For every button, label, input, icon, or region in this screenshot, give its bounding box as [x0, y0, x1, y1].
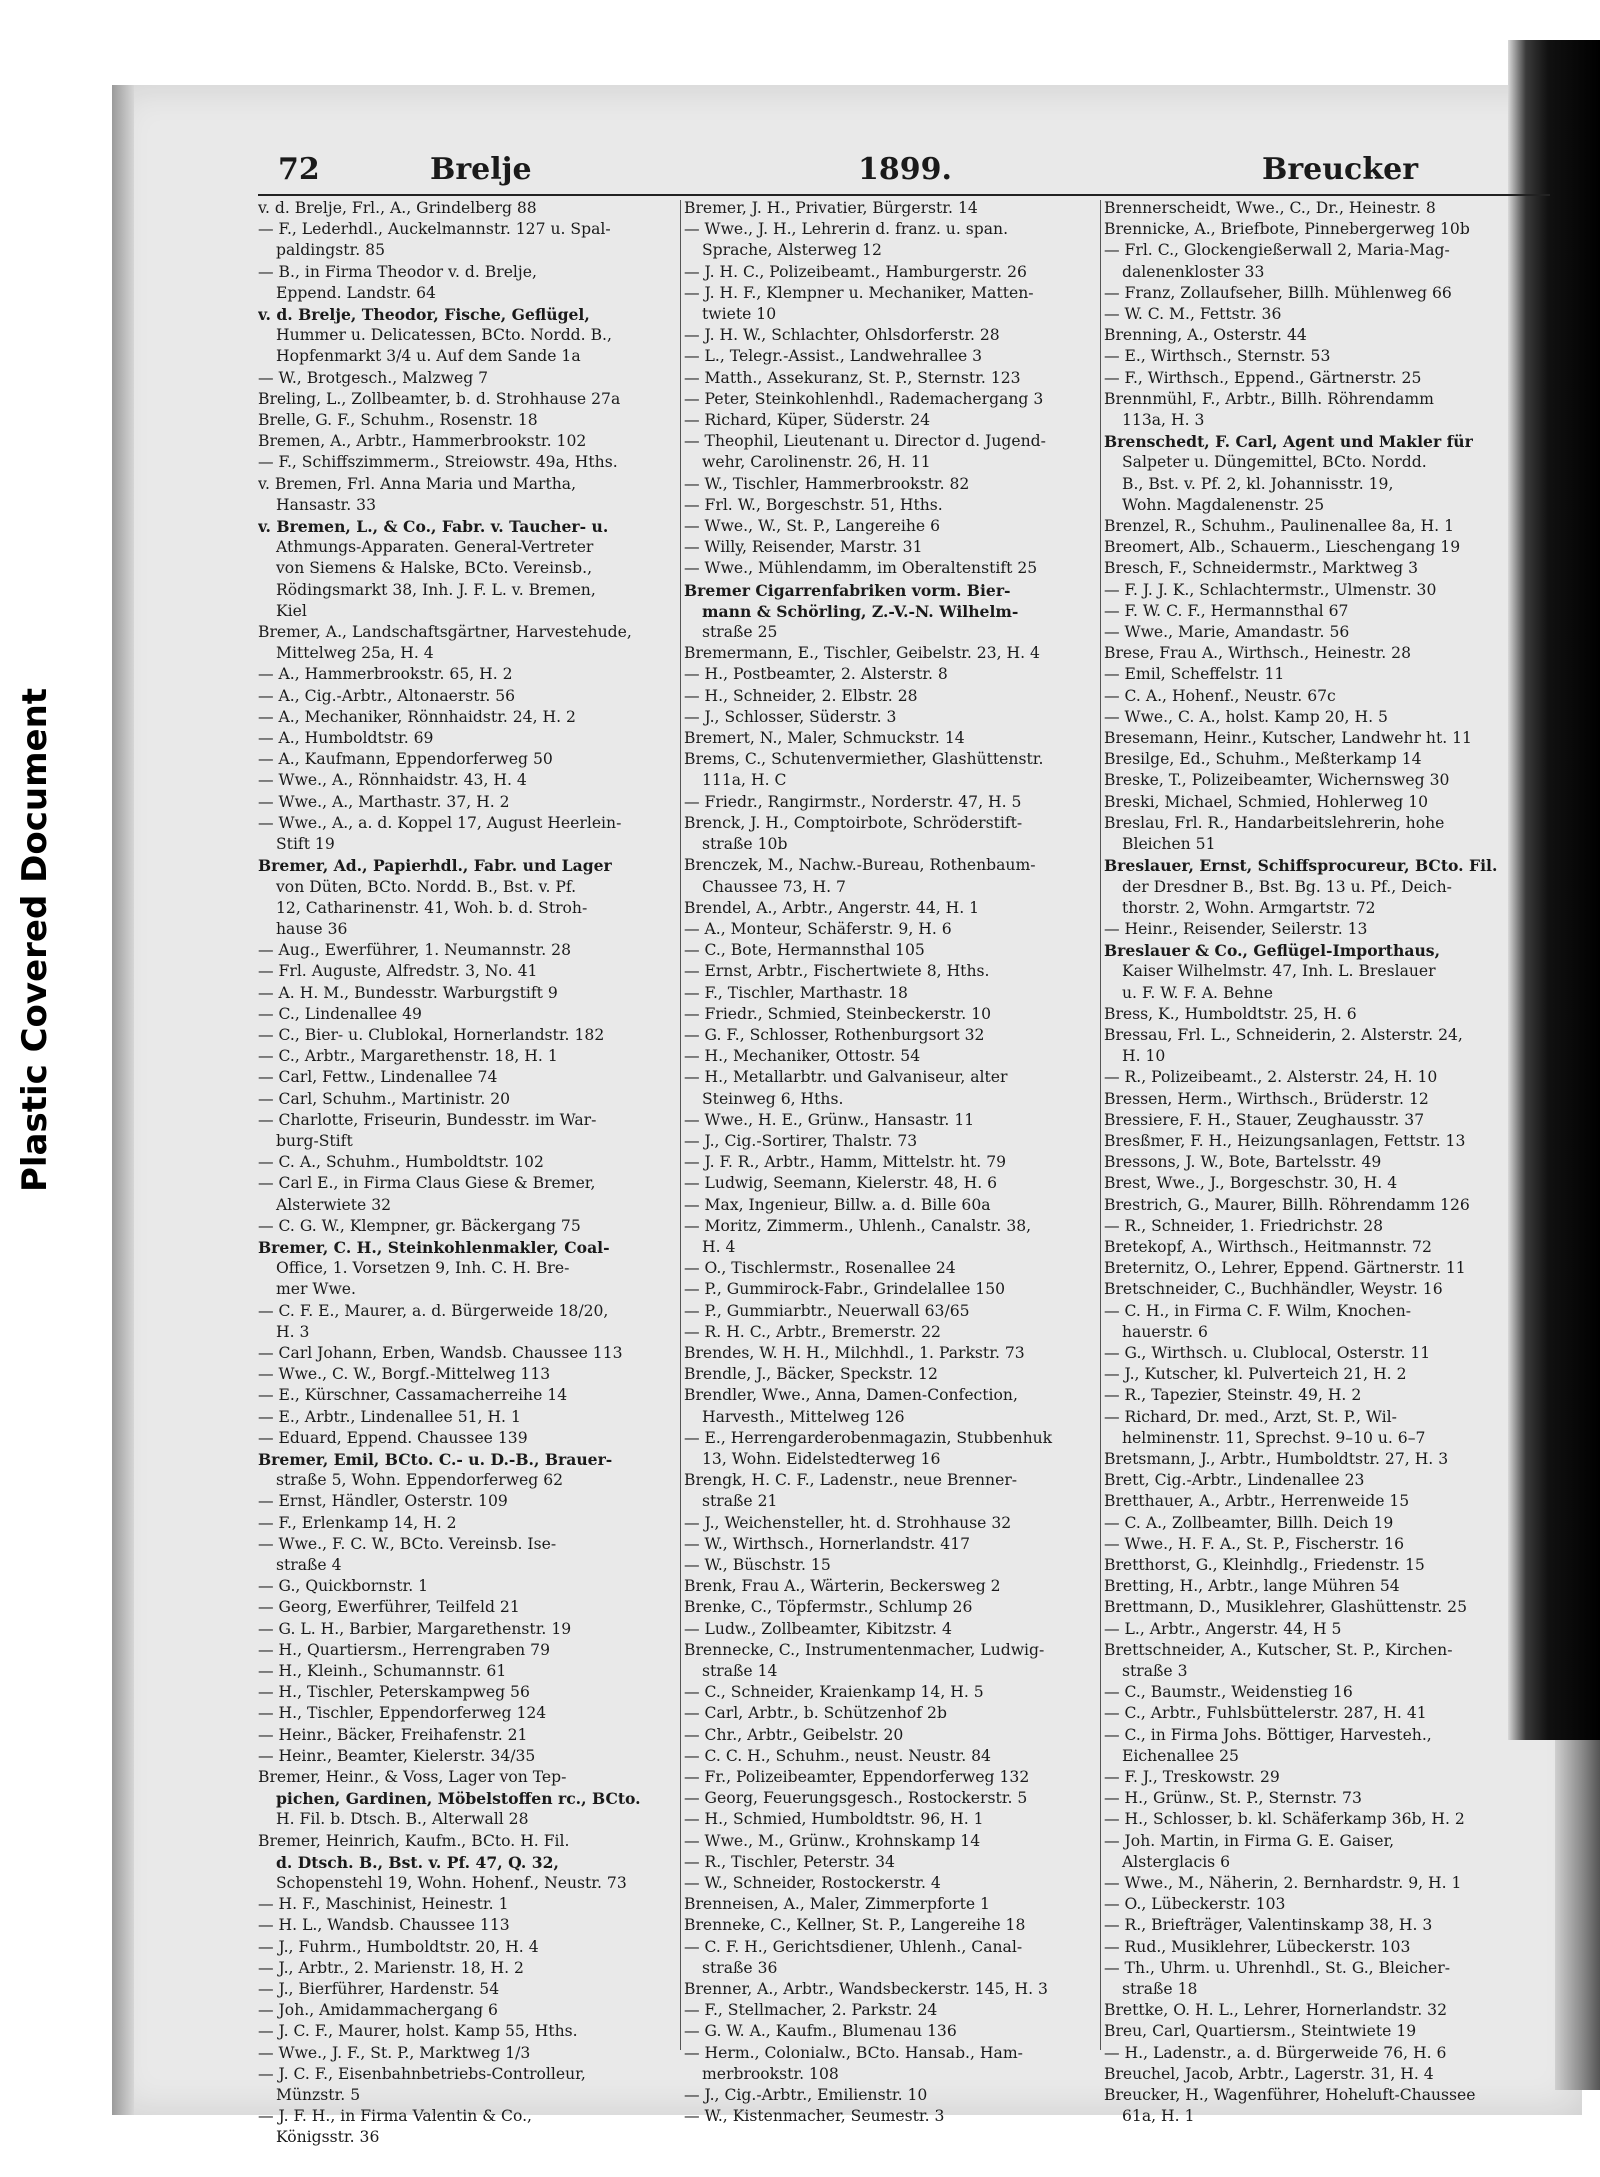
directory-entry: Brennicke, A., Briefbote, Pinnebergerweg 10b: [1104, 220, 1470, 239]
side-label: [0, 630, 70, 1250]
directory-entry: — Richard, Küper, Süderstr. 24: [684, 411, 931, 430]
directory-entry: — F., Schiffszimmerm., Streiowstr. 49a, Hths.: [258, 453, 618, 472]
directory-entry: — Willy, Reisender, Marstr. 31: [684, 538, 923, 557]
directory-entry: — R., Tischler, Peterstr. 34: [684, 1852, 895, 1871]
directory-entry: Breucker, H., Wagenführer, Hoheluft-Chaussee: [1104, 2086, 1476, 2105]
directory-entry: — Frl. Auguste, Alfredstr. 3, No. 41: [258, 962, 538, 981]
directory-entry: — Fr., Polizeibeamter, Eppendorferweg 132: [684, 1768, 1030, 1787]
directory-entry: — C. H., in Firma C. F. Wilm, Knochen-: [1104, 1301, 1412, 1320]
directory-entry: — G., Wirthsch. u. Clublocal, Osterstr. 11: [1104, 1343, 1431, 1362]
directory-entry: — W. C. M., Fettstr. 36: [1104, 305, 1282, 324]
directory-entry: — C., Schneider, Kraienkamp 14, H. 5: [684, 1683, 984, 1702]
directory-entry: Salpeter u. Düngemittel, BCto. Nordd.: [1122, 453, 1427, 472]
directory-entry: v. d. Brelje, Theodor, Fische, Geflügel,: [258, 305, 590, 325]
directory-entry: — Rud., Musiklehrer, Lübeckerstr. 103: [1104, 1937, 1411, 1956]
directory-entry: — Carl E., in Firma Claus Giese & Bremer,: [258, 1174, 596, 1193]
directory-entry: — Wwe., A., Marthastr. 37, H. 2: [258, 792, 510, 811]
directory-entry: paldingstr. 85: [276, 241, 386, 260]
directory-entry: — C., Arbtr., Margarethenstr. 18, H. 1: [258, 1047, 558, 1066]
directory-entry: Sprache, Alsterweg 12: [702, 241, 882, 260]
directory-entry: — A., Humboldtstr. 69: [258, 729, 434, 748]
directory-entry: Brest, Wwe., J., Borgeschstr. 30, H. 4: [1104, 1174, 1398, 1193]
directory-entry: Brengk, H. C. F., Ladenstr., neue Brenner-: [684, 1471, 1018, 1490]
directory-entry: — W., Wirthsch., Hornerlandstr. 417: [684, 1534, 971, 1553]
directory-entry: — Georg, Feuerungsgesch., Rostockerstr. 5: [684, 1789, 1028, 1808]
directory-entry: Breslauer & Co., Geflügel-Importhaus,: [1104, 941, 1440, 961]
directory-entry: Breu, Carl, Quartiersm., Steintwiete 19: [1104, 2022, 1417, 2041]
directory-entry: — F., Wirthsch., Eppend., Gärtnerstr. 25: [1104, 368, 1422, 387]
directory-entry: 12, Catharinenstr. 41, Woh. b. d. Stroh-: [276, 898, 588, 917]
directory-entry: Bressen, Herm., Wirthsch., Brüderstr. 12: [1104, 1089, 1429, 1108]
directory-entry: — G., Quickbornstr. 1: [258, 1577, 429, 1596]
directory-entry: H. Fil. b. Dtsch. B., Alterwall 28: [276, 1810, 529, 1829]
directory-entry: Breslauer, Ernst, Schiffsprocureur, BCto. Fil.: [1104, 856, 1498, 876]
directory-entry: Bresemann, Heinr., Kutscher, Landwehr ht. 11: [1104, 729, 1472, 748]
directory-entry: Breuchel, Jacob, Arbtr., Lagerstr. 31, H. 4: [1104, 2064, 1434, 2083]
directory-entry: — C. G. W., Klempner, gr. Bäckergang 75: [258, 1216, 581, 1235]
directory-entry: — Aug., Ewerführer, 1. Neumannstr. 28: [258, 941, 572, 960]
directory-entry: Bremer, Heinrich, Kaufm., BCto. H. Fil.: [258, 1831, 570, 1850]
directory-entry: — Ludw., Zollbeamter, Kibitzstr. 4: [684, 1619, 952, 1638]
directory-entry: — Georg, Ewerführer, Teilfeld 21: [258, 1598, 520, 1617]
directory-entry: — Richard, Dr. med., Arzt, St. P., Wil-: [1104, 1407, 1397, 1426]
directory-entry: u. F. W. F. A. Behne: [1122, 983, 1273, 1002]
directory-entry: Alsterwiete 32: [276, 1195, 392, 1214]
directory-entry: — J. C. F., Maurer, holst. Kamp 55, Hths.: [258, 2022, 578, 2041]
directory-entry: Bremermann, E., Tischler, Geibelstr. 23, H. 4: [684, 644, 1040, 663]
directory-entry: — A., Hammerbrookstr. 65, H. 2: [258, 665, 513, 684]
directory-entry: — F. J. J. K., Schlachtermstr., Ulmenstr. 30: [1104, 580, 1437, 599]
directory-entry: — C. A., Hohenf., Neustr. 67c: [1104, 686, 1336, 705]
directory-entry: — C. A., Zollbeamter, Billh. Deich 19: [1104, 1513, 1394, 1532]
directory-entry: — R., Polizeibeamt., 2. Alsterstr. 24, H. 10: [1104, 1068, 1438, 1087]
directory-entry: — J., Bierführer, Hardenstr. 54: [258, 1980, 500, 1999]
directory-entry: B., Bst. v. Pf. 2, kl. Johannisstr. 19,: [1122, 474, 1394, 493]
directory-entry: — Heinr., Bäcker, Freihafenstr. 21: [258, 1725, 528, 1744]
header-right-name: Breucker: [1262, 152, 1419, 187]
directory-entry: — J. F. R., Arbtr., Hamm, Mittelstr. ht. 79: [684, 1153, 1007, 1172]
directory-entry: Brendle, J., Bäcker, Speckstr. 12: [684, 1365, 938, 1384]
directory-entry: Hopfenmarkt 3/4 u. Auf dem Sande 1a: [276, 347, 581, 366]
directory-entry: — O., Tischlermstr., Rosenallee 24: [684, 1259, 956, 1278]
directory-entry: Brettmann, D., Musiklehrer, Glashüttenstr. 25: [1104, 1598, 1468, 1617]
directory-entry: — Joh., Amidammachergang 6: [258, 2001, 498, 2020]
directory-entry: twiete 10: [702, 305, 777, 324]
directory-entry: pichen, Gardinen, Möbelstoffen rc., BCto.: [276, 1789, 641, 1809]
directory-entry: — L., Arbtr., Angerstr. 44, H 5: [1104, 1619, 1342, 1638]
directory-entry: — C., in Firma Johs. Böttiger, Harvesteh.,: [1104, 1725, 1432, 1744]
directory-entry: — F., Lederhdl., Auckelmannstr. 127 u. Spal-: [258, 220, 611, 239]
directory-entry: Brettschneider, A., Kutscher, St. P., Kirchen-: [1104, 1640, 1453, 1659]
directory-entry: — Wwe., C. A., holst. Kamp 20, H. 5: [1104, 707, 1388, 726]
directory-entry: — J. F. H., in Firma Valentin & Co.,: [258, 2107, 533, 2126]
directory-entry: Wohn. Magdalenenstr. 25: [1122, 495, 1325, 514]
directory-entry: Brenczek, M., Nachw.-Bureau, Rothenbaum-: [684, 856, 1036, 875]
directory-entry: 111a, H. C: [702, 771, 787, 790]
directory-entry: Bremer, C. H., Steinkohlenmakler, Coal-: [258, 1237, 610, 1257]
directory-entry: Rödingsmarkt 38, Inh. J. F. L. v. Bremen,: [276, 580, 596, 599]
directory-entry: Alsterglacis 6: [1122, 1852, 1231, 1871]
directory-entry: Eppend. Landstr. 64: [276, 283, 436, 302]
directory-entry: — H., Schmied, Humboldtstr. 96, H. 1: [684, 1810, 984, 1829]
directory-entry: Brese, Frau A., Wirthsch., Heinestr. 28: [1104, 644, 1411, 663]
directory-entry: — O., Lübeckerstr. 103: [1104, 1895, 1286, 1914]
directory-entry: — H. F., Maschinist, Heinestr. 1: [258, 1895, 509, 1914]
directory-column-1: [258, 198, 676, 2149]
directory-entry: 61a, H. 1: [1122, 2107, 1195, 2126]
directory-entry: Bremert, N., Maler, Schmuckstr. 14: [684, 729, 965, 748]
directory-entry: — E., Arbtr., Lindenallee 51, H. 1: [258, 1407, 521, 1426]
directory-entry: — W., Schneider, Rostockerstr. 4: [684, 1874, 941, 1893]
directory-entry: — R., Schneider, 1. Friedrichstr. 28: [1104, 1216, 1384, 1235]
directory-entry: straße 10b: [702, 835, 788, 854]
directory-entry: Münzstr. 5: [276, 2086, 361, 2105]
directory-entry: — Wwe., F. C. W., BCto. Vereinsb. Ise-: [258, 1534, 557, 1553]
directory-entry: Schopenstehl 19, Wohn. Hohenf., Neustr. 73: [276, 1874, 627, 1893]
directory-entry: — B., in Firma Theodor v. d. Brelje,: [258, 262, 537, 281]
directory-entry: — Carl, Fettw., Lindenallee 74: [258, 1068, 498, 1087]
directory-entry: — Ernst, Arbtr., Fischertwiete 8, Hths.: [684, 962, 990, 981]
directory-entry: — C. C. H., Schuhm., neust. Neustr. 84: [684, 1746, 991, 1765]
directory-entry: — H., Schneider, 2. Elbstr. 28: [684, 686, 918, 705]
directory-entry: — J., Fuhrm., Humboldtstr. 20, H. 4: [258, 1937, 539, 1956]
directory-entry: Brenzel, R., Schuhm., Paulinenallee 8a, H. 1: [1104, 517, 1455, 536]
directory-entry: Bresilge, Ed., Schuhm., Meßterkamp 14: [1104, 750, 1422, 769]
directory-entry: Breski, Michael, Schmied, Hohlerweg 10: [1104, 792, 1429, 811]
directory-entry: Brenk, Frau A., Wärterin, Beckersweg 2: [684, 1577, 1001, 1596]
directory-entry: 13, Wohn. Eidelstedterweg 16: [702, 1449, 941, 1468]
directory-entry: Athmungs-Apparaten. General-Vertreter: [276, 538, 594, 557]
directory-entry: mann & Schörling, Z.-V.-N. Wilhelm-: [702, 601, 1019, 621]
directory-entry: — C., Lindenallee 49: [258, 1004, 422, 1023]
directory-entry: straße 18: [1122, 1980, 1198, 1999]
directory-entry: Bretekopf, A., Wirthsch., Heitmannstr. 72: [1104, 1237, 1432, 1256]
directory-entry: — Theophil, Lieutenant u. Director d. Jugend-: [684, 432, 1046, 451]
directory-entry: — C. F. H., Gerichtsdiener, Uhlenh., Canal-: [684, 1937, 1023, 1956]
directory-entry: — Chr., Arbtr., Geibelstr. 20: [684, 1725, 904, 1744]
directory-entry: — G. F., Schlosser, Rothenburgsort 32: [684, 1025, 985, 1044]
directory-entry: Bremer, Heinr., & Voss, Lager von Tep-: [258, 1768, 567, 1787]
directory-entry: 113a, H. 3: [1122, 411, 1205, 430]
directory-entry: — Wwe., Marie, Amandastr. 56: [1104, 623, 1350, 642]
directory-entry: — H., Schlosser, b. kl. Schäferkamp 36b, H. 2: [1104, 1810, 1465, 1829]
directory-entry: — Heinr., Beamter, Kielerstr. 34/35: [258, 1746, 536, 1765]
directory-entry: Hummer u. Delicatessen, BCto. Nordd. B.,: [276, 326, 612, 345]
directory-entry: — Moritz, Zimmerm., Uhlenh., Canalstr. 38,: [684, 1216, 1032, 1235]
directory-entry: — Wwe., Mühlendamm, im Oberaltenstift 25: [684, 559, 1038, 578]
directory-entry: — J., Kutscher, kl. Pulverteich 21, H. 2: [1104, 1365, 1407, 1384]
directory-entry: — F., Stellmacher, 2. Parkstr. 24: [684, 2001, 938, 2020]
directory-entry: — C., Bote, Hermannsthal 105: [684, 941, 925, 960]
directory-entry: Breslau, Frl. R., Handarbeitslehrerin, hohe: [1104, 813, 1445, 832]
directory-entry: Mittelweg 25a, H. 4: [276, 644, 434, 663]
directory-column-3: [1104, 198, 1550, 2127]
directory-entry: — Franz, Zollaufseher, Billh. Mühlenweg 66: [1104, 283, 1452, 302]
directory-entry: thorstr. 2, Wohn. Armgartstr. 72: [1122, 898, 1376, 917]
directory-entry: — Wwe., A., a. d. Koppel 17, August Heerlein-: [258, 813, 622, 832]
directory-entry: — Peter, Steinkohlenhdl., Rademachergang 3: [684, 389, 1044, 408]
directory-entry: Brenning, A., Osterstr. 44: [1104, 326, 1307, 345]
directory-entry: burg-Stift: [276, 1131, 353, 1150]
directory-entry: Bremer, J. H., Privatier, Bürgerstr. 14: [684, 199, 978, 217]
directory-entry: H. 3: [276, 1322, 310, 1341]
directory-entry: Bretting, H., Arbtr., lange Mühren 54: [1104, 1577, 1400, 1596]
directory-entry: Brenner, A., Arbtr., Wandsbeckerstr. 145, H. 3: [684, 1980, 1048, 1999]
page-number: 72: [278, 152, 320, 187]
directory-entry: — Wwe., M., Näherin, 2. Bernhardstr. 9, H. 1: [1104, 1874, 1462, 1893]
directory-entry: Brenneisen, A., Maler, Zimmerpforte 1: [684, 1895, 990, 1914]
directory-entry: Brendel, A., Arbtr., Angerstr. 44, H. 1: [684, 898, 980, 917]
directory-entry: — P., Gummirock-Fabr., Grindelallee 150: [684, 1280, 1006, 1299]
directory-entry: — Wwe., J. H., Lehrerin d. franz. u. span.: [684, 220, 1009, 239]
directory-entry: — F. W. C. F., Hermannsthal 67: [1104, 601, 1349, 620]
directory-entry: — Wwe., W., St. P., Langereihe 6: [684, 517, 940, 536]
directory-entry: — J., Weichensteller, ht. d. Strohhause 32: [684, 1513, 1012, 1532]
directory-entry: — Eduard, Eppend. Chaussee 139: [258, 1428, 528, 1447]
directory-entry: Bremer, Emil, BCto. C.- u. D.-B., Brauer-: [258, 1449, 613, 1469]
directory-entry: — G. W. A., Kaufm., Blumenau 136: [684, 2022, 957, 2041]
directory-entry: — Ernst, Händler, Osterstr. 109: [258, 1492, 508, 1511]
directory-entry: Bressau, Frl. L., Schneiderin, 2. Alsterstr. 24,: [1104, 1025, 1463, 1044]
directory-entry: — A. H. M., Bundesstr. Warburgstift 9: [258, 983, 558, 1002]
directory-entry: — P., Gummiarbtr., Neuerwall 63/65: [684, 1301, 970, 1320]
directory-entry: hauerstr. 6: [1122, 1322, 1208, 1341]
directory-entry: — Charlotte, Friseurin, Bundesstr. im War-: [258, 1110, 597, 1129]
directory-entry: — Carl, Arbtr., b. Schützenhof 2b: [684, 1704, 947, 1723]
directory-entry: — A., Mechaniker, Rönnhaidstr. 24, H. 2: [258, 707, 576, 726]
directory-entry: — Wwe., M., Grünw., Krohnskamp 14: [684, 1831, 981, 1850]
directory-entry: — Ludwig, Seemann, Kielerstr. 48, H. 6: [684, 1174, 998, 1193]
directory-entry: Bresßmer, F. H., Heizungsanlagen, Fettstr. 13: [1104, 1131, 1466, 1150]
directory-entry: Steinweg 6, Hths.: [702, 1089, 844, 1108]
directory-entry: — Matth., Assekuranz, St. P., Sternstr. 123: [684, 368, 1021, 387]
directory-entry: — J. H. W., Schlachter, Ohlsdorferstr. 28: [684, 326, 1000, 345]
directory-entry: straße 4: [276, 1556, 342, 1574]
directory-entry: d. Dtsch. B., Bst. v. Pf. 47, Q. 32,: [276, 1852, 559, 1872]
directory-entry: — Wwe., A., Rönnhaidstr. 43, H. 4: [258, 771, 527, 790]
directory-entry: — Herm., Colonialw., BCto. Hansab., Ham-: [684, 2043, 1023, 2062]
directory-entry: — Wwe., C. W., Borgf.-Mittelweg 113: [258, 1365, 551, 1384]
directory-entry: — E., Wirthsch., Sternstr. 53: [1104, 347, 1331, 366]
directory-entry: — C. F. E., Maurer, a. d. Bürgerweide 18/20,: [258, 1301, 609, 1320]
directory-entry: — Joh. Martin, in Firma G. E. Gaiser,: [1104, 1831, 1395, 1850]
directory-entry: — Friedr., Rangirmstr., Norderstr. 47, H. 5: [684, 792, 1022, 811]
directory-entry: — J., Arbtr., 2. Marienstr. 18, H. 2: [258, 1958, 524, 1977]
directory-entry: — R., Tapezier, Steinstr. 49, H. 2: [1104, 1386, 1362, 1405]
directory-entry: Bressiere, F. H., Stauer, Zeughausstr. 37: [1104, 1110, 1425, 1129]
directory-entry: Bremer, A., Landschaftsgärtner, Harvestehude,: [258, 623, 632, 642]
directory-entry: Brendes, W. H. H., Milchhdl., 1. Parkstr. 73: [684, 1343, 1025, 1362]
directory-entry: — H., Mechaniker, Ottostr. 54: [684, 1047, 921, 1066]
directory-entry: — Heinr., Reisender, Seilerstr. 13: [1104, 919, 1368, 938]
directory-entry: dalenenkloster 33: [1122, 262, 1265, 281]
header-left-name: Brelje: [430, 152, 532, 187]
directory-entry: wehr, Carolinenstr. 26, H. 11: [702, 453, 931, 472]
directory-entry: Brenschedt, F. Carl, Agent und Makler für: [1104, 432, 1473, 452]
directory-entry: — A., Cig.-Arbtr., Altonaerstr. 56: [258, 686, 516, 705]
directory-entry: — Wwe., H. F. A., St. P., Fischerstr. 16: [1104, 1534, 1405, 1553]
directory-entry: — E., Kürschner, Cassamacherreihe 14: [258, 1386, 568, 1405]
directory-column-2: [684, 198, 1094, 2127]
directory-entry: straße 25: [702, 623, 778, 642]
directory-entry: der Dresdner B., Bst. Bg. 13 u. Pf., Deich-: [1122, 877, 1452, 896]
directory-entry: — Friedr., Schmied, Steinbeckerstr. 10: [684, 1004, 992, 1023]
directory-entry: — J., Schlosser, Süderstr. 3: [684, 707, 897, 726]
directory-entry: — J. C. F., Eisenbahnbetriebs-Controlleur,: [258, 2064, 586, 2083]
directory-entry: — F., Tischler, Marthastr. 18: [684, 983, 908, 1002]
directory-entry: — J., Cig.-Arbtr., Emilienstr. 10: [684, 2086, 928, 2105]
directory-entry: — H., Ladenstr., a. d. Bürgerweide 76, H. 6: [1104, 2043, 1447, 2062]
directory-entry: — J., Cig.-Sortirer, Thalstr. 73: [684, 1131, 918, 1150]
directory-entry: — H., Grünw., St. P., Sternstr. 73: [1104, 1789, 1362, 1808]
directory-entry: Bressons, J. W., Bote, Bartelsstr. 49: [1104, 1153, 1382, 1172]
directory-entry: Königsstr. 36: [276, 2128, 380, 2147]
directory-entry: — Carl, Schuhm., Martinistr. 20: [258, 1089, 511, 1108]
directory-entry: Hansastr. 33: [276, 495, 377, 514]
directory-entry: Bretschneider, C., Buchhändler, Weystr. 16: [1104, 1280, 1443, 1299]
directory-entry: — R., Briefträger, Valentinskamp 38, H. 3: [1104, 1916, 1433, 1935]
directory-entry: — Max, Ingenieur, Billw. a. d. Bille 60a: [684, 1195, 991, 1214]
header-rule: [258, 194, 1550, 196]
directory-entry: Brennecke, C., Instrumentenmacher, Ludwig-: [684, 1640, 1045, 1659]
directory-entry: — E., Herrengarderobenmagazin, Stubbenhuk: [684, 1428, 1053, 1447]
directory-entry: — Carl Johann, Erben, Wandsb. Chaussee 113: [258, 1343, 623, 1362]
directory-entry: Bretsmann, J., Arbtr., Humboldtstr. 27, H. 3: [1104, 1449, 1449, 1468]
directory-entry: — C., Arbtr., Fuhlsbüttelerstr. 287, H. 41: [1104, 1704, 1427, 1723]
directory-entry: Brems, C., Schutenvermiether, Glashüttenstr.: [684, 750, 1044, 769]
header-year: 1899.: [858, 152, 952, 187]
directory-entry: — Frl. C., Glockengießerwall 2, Maria-Mag-: [1104, 241, 1450, 260]
directory-entry: Kaiser Wilhelmstr. 47, Inh. L. Breslauer: [1122, 962, 1436, 981]
directory-entry: merbrookstr. 108: [702, 2064, 839, 2083]
directory-entry: — W., Brotgesch., Malzweg 7: [258, 368, 489, 387]
directory-entry: Brelle, G. F., Schuhm., Rosenstr. 18: [258, 411, 538, 430]
directory-entry: — Emil, Scheffelstr. 11: [1104, 665, 1285, 684]
directory-entry: — R. H. C., Arbtr., Bremerstr. 22: [684, 1322, 941, 1341]
directory-entry: straße 3: [1122, 1662, 1188, 1681]
directory-entry: — J. H. F., Klempner u. Mechaniker, Matten-: [684, 283, 1034, 302]
directory-entry: v. Bremen, Frl. Anna Maria und Martha,: [258, 474, 577, 493]
page-left-edge: [112, 85, 134, 2115]
directory-entry: — H., Quartiersm., Herrengraben 79: [258, 1640, 550, 1659]
directory-entry: Bretthauer, A., Arbtr., Herrenweide 15: [1104, 1492, 1410, 1511]
directory-entry: Harvesth., Mittelweg 126: [702, 1407, 905, 1426]
directory-entry: H. 10: [1122, 1047, 1166, 1066]
directory-entry: Brettke, O. H. L., Lehrer, Hornerlandstr. 32: [1104, 2001, 1447, 2020]
directory-entry: H. 4: [702, 1237, 736, 1256]
directory-entry: mer Wwe.: [276, 1280, 356, 1299]
directory-entry: — W., Kistenmacher, Seumestr. 3: [684, 2107, 945, 2126]
directory-entry: Eichenallee 25: [1122, 1746, 1239, 1765]
directory-entry: — F. J., Treskowstr. 29: [1104, 1768, 1280, 1787]
directory-entry: — C., Baumstr., Weidenstieg 16: [1104, 1683, 1353, 1702]
column-separator-2: [1100, 200, 1101, 2050]
directory-entry: — Wwe., H. E., Grünw., Hansastr. 11: [684, 1110, 975, 1129]
directory-entry: Bremer, Ad., Papierhdl., Fabr. und Lager: [258, 856, 612, 876]
directory-entry: Office, 1. Vorsetzen 9, Inh. C. H. Bre-: [276, 1259, 570, 1278]
directory-entry: Brestrich, G., Maurer, Billh. Röhrendamm 126: [1104, 1195, 1470, 1214]
directory-entry: — F., Erlenkamp 14, H. 2: [258, 1513, 457, 1532]
directory-entry: straße 21: [702, 1492, 778, 1511]
directory-entry: v. d. Brelje, Frl., A., Grindelberg 88: [258, 199, 537, 217]
directory-entry: Brenneke, C., Kellner, St. P., Langereihe 18: [684, 1916, 1026, 1935]
directory-entry: straße 5, Wohn. Eppendorferweg 62: [276, 1471, 564, 1490]
directory-entry: — H., Metallarbtr. und Galvaniseur, alter: [684, 1068, 1008, 1087]
directory-entry: straße 36: [702, 1958, 778, 1977]
directory-entry: Bress, K., Humboldtstr. 25, H. 6: [1104, 1004, 1357, 1023]
directory-entry: — C. A., Schuhm., Humboldtstr. 102: [258, 1153, 544, 1172]
directory-entry: — H., Tischler, Eppendorferweg 124: [258, 1704, 547, 1723]
directory-entry: Brennerscheidt, Wwe., C., Dr., Heinestr. 8: [1104, 199, 1436, 217]
directory-entry: Bretthorst, G., Kleinhdlg., Friedenstr. 15: [1104, 1556, 1425, 1574]
directory-entry: — G. L. H., Barbier, Margarethenstr. 19: [258, 1619, 572, 1638]
directory-entry: Breternitz, O., Lehrer, Eppend. Gärtnerstr. 11: [1104, 1259, 1466, 1278]
directory-entry: — Wwe., J. F., St. P., Marktweg 1/3: [258, 2043, 531, 2062]
directory-entry: von Düten, BCto. Nordd. B., Bst. v. Pf.: [276, 877, 577, 896]
directory-entry: von Siemens & Halske, BCto. Vereinsb.,: [276, 559, 593, 578]
directory-entry: — A., Monteur, Schäferstr. 9, H. 6: [684, 919, 952, 938]
directory-entry: Brenke, C., Töpfermstr., Schlump 26: [684, 1598, 973, 1617]
directory-entry: Brett, Cig.-Arbtr., Lindenallee 23: [1104, 1471, 1365, 1490]
directory-entry: Brendler, Wwe., Anna, Damen-Confection,: [684, 1386, 1018, 1405]
directory-entry: — H. L., Wandsb. Chaussee 113: [258, 1916, 510, 1935]
side-label-text: Plastic Covered Document: [15, 687, 55, 1193]
directory-entry: Brenck, J. H., Comptoirbote, Schröderstift-: [684, 813, 1023, 832]
directory-entry: Stift 19: [276, 835, 335, 854]
directory-entry: Breske, T., Polizeibeamter, Wichernsweg 30: [1104, 771, 1450, 790]
directory-entry: helminenstr. 11, Sprechst. 9–10 u. 6–7: [1122, 1428, 1426, 1447]
directory-entry: — C., Bier- u. Clublokal, Hornerlandstr. 182: [258, 1025, 605, 1044]
directory-entry: Breling, L., Zollbeamter, b. d. Strohhause 27a: [258, 389, 621, 408]
directory-entry: Bremer Cigarrenfabriken vorm. Bier-: [684, 580, 1011, 600]
directory-entry: hause 36: [276, 919, 348, 938]
directory-entry: — Frl. W., Borgeschstr. 51, Hths.: [684, 495, 943, 514]
directory-entry: — L., Telegr.-Assist., Landwehrallee 3: [684, 347, 983, 366]
directory-entry: Bresch, F., Schneidermstr., Marktweg 3: [1104, 559, 1419, 578]
directory-entry: v. Bremen, L., & Co., Fabr. v. Taucher- u.: [258, 517, 609, 537]
directory-entry: Breomert, Alb., Schauerm., Lieschengang 19: [1104, 538, 1461, 557]
directory-entry: Bleichen 51: [1122, 835, 1216, 854]
column-separator-1: [680, 200, 681, 2050]
directory-entry: Kiel: [276, 601, 307, 620]
directory-entry: — H., Tischler, Peterskampweg 56: [258, 1683, 530, 1702]
directory-entry: — J. H. C., Polizeibeamt., Hamburgerstr. 26: [684, 262, 1027, 281]
directory-entry: — H., Postbeamter, 2. Alsterstr. 8: [684, 665, 948, 684]
directory-entry: straße 14: [702, 1662, 778, 1681]
directory-entry: — A., Kaufmann, Eppendorferweg 50: [258, 750, 553, 769]
directory-entry: — H., Kleinh., Schumannstr. 61: [258, 1662, 507, 1681]
directory-entry: — W., Tischler, Hammerbrookstr. 82: [684, 474, 970, 493]
directory-entry: — Th., Uhrm. u. Uhrenhdl., St. G., Bleicher-: [1104, 1958, 1450, 1977]
directory-entry: Brennmühl, F., Arbtr., Billh. Röhrendamm: [1104, 389, 1434, 408]
directory-entry: Bremen, A., Arbtr., Hammerbrookstr. 102: [258, 432, 587, 451]
directory-entry: — W., Büschstr. 15: [684, 1556, 831, 1574]
directory-entry: Chaussee 73, H. 7: [702, 877, 846, 896]
